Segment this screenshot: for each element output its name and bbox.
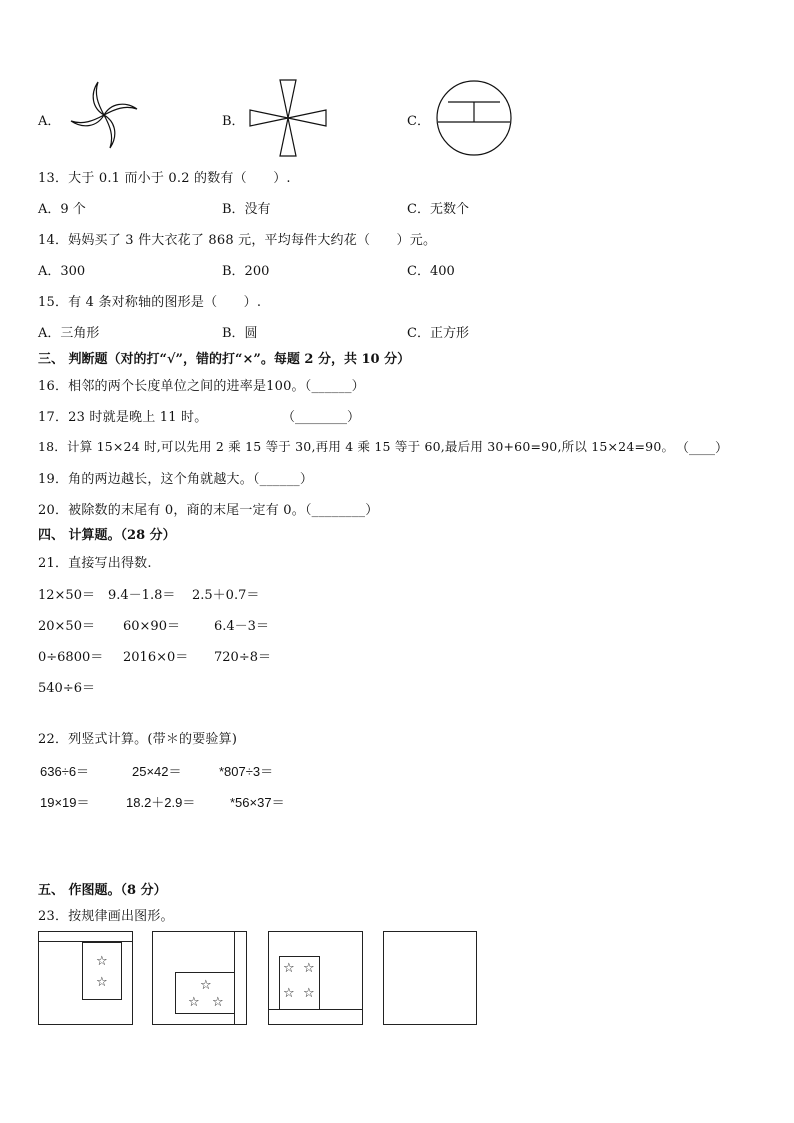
question-13-stem: 13．大于 0.1 而小于 0.2 的数有（ ）. xyxy=(38,171,291,186)
calc-item: 0÷6800＝ xyxy=(38,650,104,665)
option-c-label: C． xyxy=(407,114,430,129)
question-14-stem: 14．妈妈买了 3 件大衣花了 868 元，平均每件大约花（ ）元。 xyxy=(38,233,437,248)
star-icon: ☆ xyxy=(303,961,315,976)
star-icon: ☆ xyxy=(212,995,224,1010)
question-17-blank[interactable]: （________） xyxy=(282,410,361,425)
question-19: 19．角的两边越长，这个角就越大。（______） xyxy=(38,472,314,487)
circle-with-symbol-figure xyxy=(434,78,514,158)
cross-triangles-figure xyxy=(248,78,328,158)
vertical-calc-item: 636÷6＝ xyxy=(40,764,90,779)
q13-option-a[interactable]: A．9 个 xyxy=(38,202,86,217)
q14-option-b[interactable]: B．200 xyxy=(222,264,270,279)
vertical-calc-item: 19×19＝ xyxy=(40,795,90,810)
calc-item: 6.4－3＝ xyxy=(214,619,269,634)
vertical-calc-item: *807÷3＝ xyxy=(219,764,274,779)
section-3-title: 三、 判断题（对的打“√”，错的打“×”。每题 2 分，共 10 分） xyxy=(38,352,411,367)
question-16: 16．相邻的两个长度单位之间的进率是100。（______） xyxy=(38,379,365,394)
vertical-calc-item: 18.2＋2.9＝ xyxy=(126,795,196,810)
calc-item: 2.5＋0.7＝ xyxy=(192,588,260,603)
question-18: 18．计算 15×24 时,可以先用 2 乘 15 等于 30,再用 4 乘 15 等于 60,最后用 30+60=90,所以 15×24=90。 xyxy=(38,439,675,454)
pattern-frame-1 xyxy=(38,931,133,1025)
vertical-calc-item: 25×42＝ xyxy=(132,764,182,779)
vertical-calc-item: *56×37＝ xyxy=(230,795,285,810)
calc-item: 9.4－1.8＝ xyxy=(108,588,176,603)
pattern-frame-4-answer[interactable] xyxy=(383,931,477,1025)
star-icon: ☆ xyxy=(283,961,295,976)
pattern-inner-rect xyxy=(279,956,320,1010)
question-18-blank[interactable]: （____） xyxy=(676,441,729,456)
question-20: 20．被除数的末尾有 0，商的末尾一定有 0。（________） xyxy=(38,503,379,518)
q15-option-b[interactable]: B．圆 xyxy=(222,326,258,341)
calc-item: 12×50＝ xyxy=(38,588,95,603)
option-b-label: B． xyxy=(222,114,245,129)
q14-option-a[interactable]: A．300 xyxy=(38,264,86,279)
star-icon: ☆ xyxy=(96,954,108,969)
star-icon: ☆ xyxy=(200,978,212,993)
calc-item: 2016×0＝ xyxy=(123,650,189,665)
question-22: 22．列竖式计算。(带＊的要验算) xyxy=(38,732,238,747)
question-23: 23．按规律画出图形。 xyxy=(38,909,174,924)
pattern-frame-2 xyxy=(152,931,247,1025)
question-21: 21．直接写出得数. xyxy=(38,556,152,571)
section-4-title: 四、 计算题。（28 分） xyxy=(38,528,176,543)
calc-item: 60×90＝ xyxy=(123,619,180,634)
question-17: 17．23 时就是晚上 11 时。 xyxy=(38,410,208,425)
calc-item: 20×50＝ xyxy=(38,619,95,634)
q13-option-c[interactable]: C．无数个 xyxy=(407,202,469,217)
pattern-inner-rect xyxy=(175,972,235,1014)
star-icon: ☆ xyxy=(96,975,108,990)
calc-item: 540÷6＝ xyxy=(38,681,95,696)
q15-option-c[interactable]: C．正方形 xyxy=(407,326,469,341)
pattern-inner-rect xyxy=(82,942,122,1000)
star-icon: ☆ xyxy=(303,986,315,1001)
q14-option-c[interactable]: C．400 xyxy=(407,264,455,279)
pinwheel-figure xyxy=(64,80,144,150)
question-15-stem: 15．有 4 条对称轴的图形是（ ）. xyxy=(38,295,262,310)
pattern-inner-rect xyxy=(268,1009,363,1025)
star-icon: ☆ xyxy=(188,995,200,1010)
pattern-frame-3 xyxy=(268,931,363,1025)
pattern-inner-rect xyxy=(38,931,133,942)
option-a-label: A． xyxy=(38,114,61,129)
section-5-title: 五、 作图题。（8 分） xyxy=(38,883,167,898)
pattern-inner-rect xyxy=(234,931,247,1025)
calc-item: 720÷8＝ xyxy=(214,650,271,665)
star-icon: ☆ xyxy=(283,986,295,1001)
q13-option-b[interactable]: B．没有 xyxy=(222,202,271,217)
q15-option-a[interactable]: A．三角形 xyxy=(38,326,100,341)
